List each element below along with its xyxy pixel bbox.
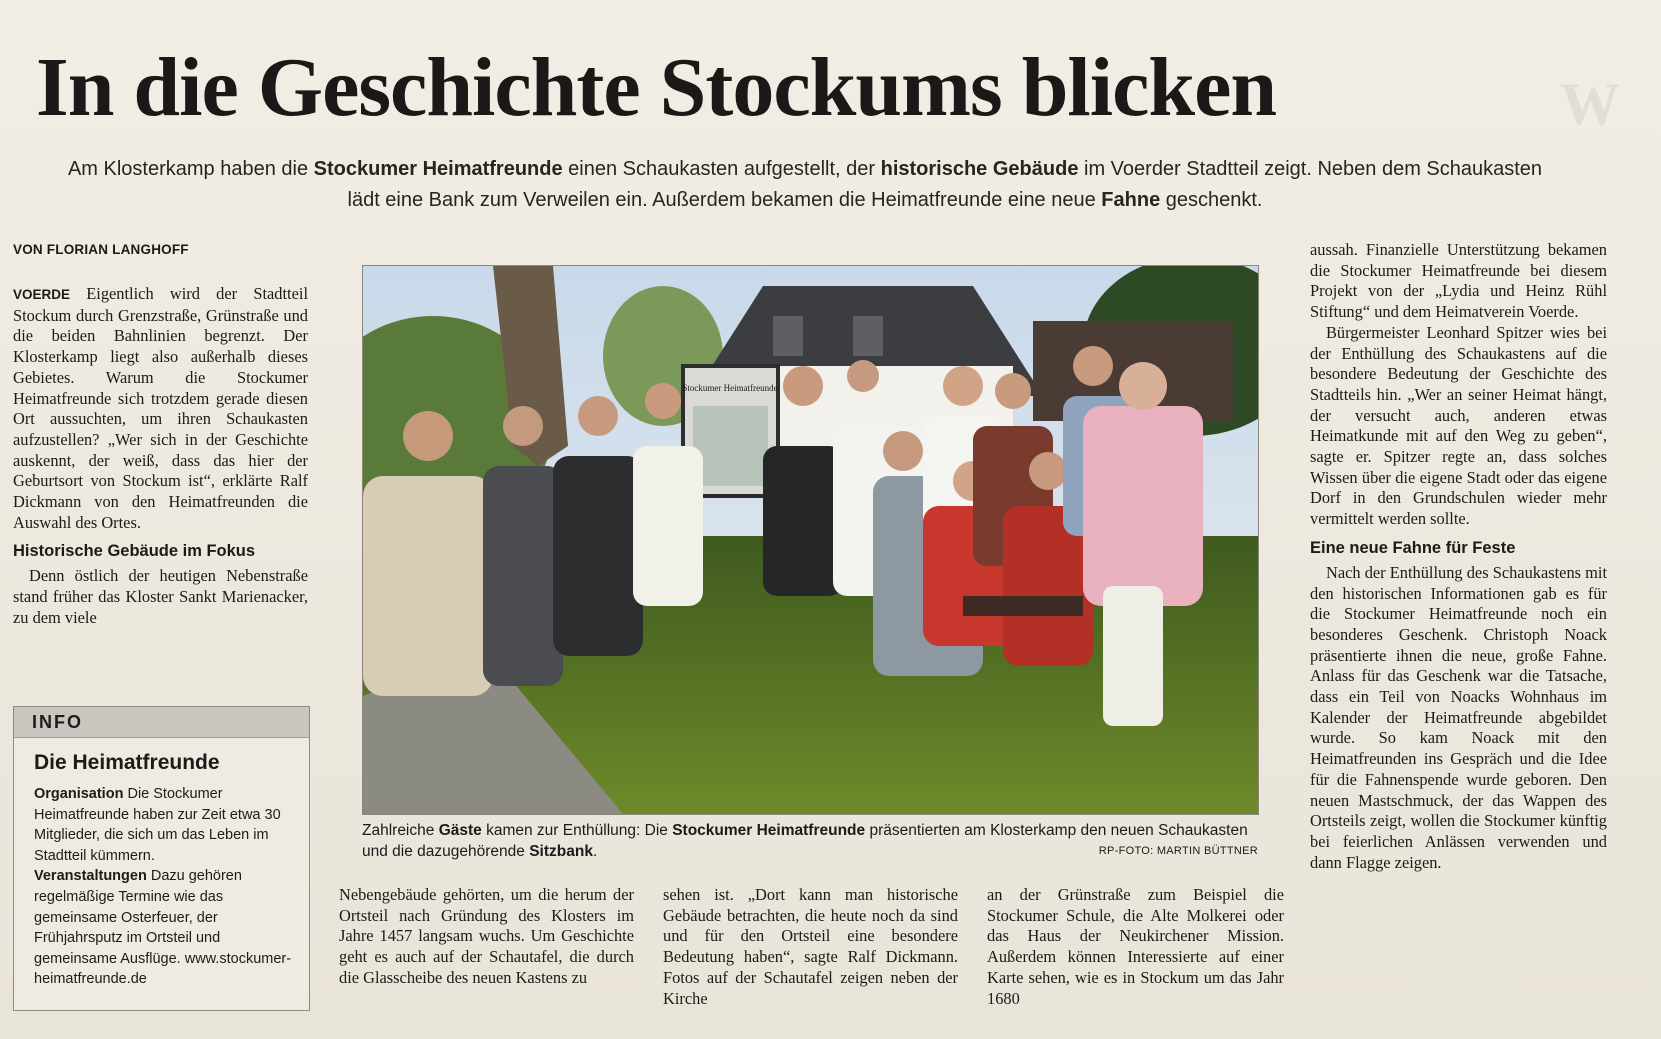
paragraph: Denn östlich der heutigen Nebenstraße stand früher das Kloster Sankt Marienacker, zu dem viele	[13, 566, 308, 627]
article-column-3: sehen ist. „Dort kann man historische Gebäude betrachten, die heute noch da sind und für den Ortsteil eine besondere Bedeutung haben“, sagte Ralf Dickmann. Fotos auf der Schautafel zeigen neben der Kirche	[663, 885, 958, 1008]
caption-run: kamen zur Enthüllung: Die	[481, 822, 673, 839]
subheadline-run: Am Klosterkamp haben die	[67, 158, 314, 180]
subheadline-run: Stockumer Heimatfreunde	[313, 158, 563, 180]
caption-run: .	[592, 843, 598, 860]
subheadline-run: Fahne	[1101, 189, 1161, 211]
group-photo-illustration	[363, 266, 1258, 814]
caption-run: Zahlreiche	[362, 822, 439, 839]
subheadline-run: einen Schaukasten aufgestellt, der	[562, 158, 881, 180]
group-photo	[362, 265, 1259, 815]
byline: VON FLORIAN LANGHOFF	[13, 242, 189, 257]
paragraph	[13, 284, 308, 533]
dateline: VOERDE	[13, 287, 71, 302]
subheadline	[60, 154, 1550, 216]
paragraph: aussah. Finanzielle Unterstützung bekamen die Stockumer Heimatfreunde bei diesem Projekt von der „Lydia und Heinz Rühl Stiftung“ und dem Heimatverein Voerde.	[1310, 240, 1607, 322]
photo-credit: RP-FOTO: MARTIN BÜTTNER	[1098, 845, 1258, 857]
headline: In die Geschichte Stockums blicken	[36, 41, 1277, 134]
section-heading: Historische Gebäude im Fokus	[13, 542, 256, 561]
photo-caption	[362, 820, 1258, 862]
info-box-title: Die Heimatfreunde	[34, 751, 220, 774]
paragraph: Bürgermeister Leonhard Spitzer wies bei der Enthüllung des Schaukastens auf die besondere Bedeutung der Geschichte des Stadtteils hin. „Wer an seiner Heimat hängt, der versucht auch, anderen etwas Heimatkunde mit auf den Weg zu geben“, sagte er. Spitzer regte an, dass solches Wissen über die eigene Stadt oder das eigene Dorf in den Grundschulen wieder mehr vermittelt werden sollte.	[1310, 322, 1607, 529]
info-box-label: INFO	[14, 707, 309, 738]
article-column-5	[1310, 240, 1607, 873]
bleed-through-text: W	[1560, 71, 1620, 137]
subheadline-run: im Voerder Stadtteil zeigt. Neben dem Schaukasten lädt eine Bank zum Verweilen ein. Außerdem bekamen die Heimatfreunde eine neue	[347, 158, 1543, 211]
section-heading: Eine neue Fahne für Feste	[1310, 538, 1516, 557]
paragraph: Nach der Enthüllung des Schaukastens mit den historischen Informationen gab es für die Stockumer Heimatfreunde noch ein besonderes Geschenk. Christoph Noack präsentierte ihnen die neue, große Fahne. Anlass für das Geschenk war die Tatsache, dass ein Teil von Noacks Wohnhaus im Kalender der Heimatfreunde abgebildet wurde. So kam Noack mit den Heimatfreunden ins Gespräch und die Idee für die Fahnenspende wurde geboren. Den neuen Mastschmuck, der das Wappen des Ortsteils zeigt, wollen die Stockumer künftig bei feierlichen Anlässen verwenden und dann Flagge zeigen.	[1310, 562, 1607, 872]
info-org-label: Organisation	[34, 786, 124, 802]
caption-run: Gäste	[438, 822, 482, 839]
info-box-body	[34, 784, 295, 990]
caption-run: präsentierten am Klosterkamp den neuen Schaukasten und die dazugehörende	[362, 822, 1248, 860]
caption-run: Stockumer Heimatfreunde	[672, 822, 866, 839]
subheadline-run: historische Gebäude	[880, 158, 1079, 180]
article-column-4: an der Grünstraße zum Beispiel die Stockumer Schule, die Alte Molkerei oder das Haus der Neukirchener Mission. Außerdem können Interessierte auf einer Karte sehen, wie es in Stockum um das Jahr 1680	[987, 885, 1284, 1008]
info-events-label: Veranstaltungen	[34, 868, 147, 885]
subheadline-run: geschenkt.	[1160, 189, 1263, 211]
paragraph-text: Eigentlich wird der Stadtteil Stockum durch Grenzstraße, Grünstraße und die beiden Bahnlinien begrenzt. Der Klosterkamp liegt also außerhalb dieses Gebietes. Warum die Stockumer Heimatfreunde sich trotzdem gerade diesen Ort aussuchten, um ihren Schaukasten aufzustellen? „Wer sich in der Geschichte auskennt, der weiß, dass das hier der Geburtsort von Stockum ist“, erklärte Ralf Dickmann von den Heimatfreunden die Auswahl des Ortes.	[13, 284, 308, 532]
article-column-2: Nebengebäude gehörten, um die herum der Ortsteil nach Gründung des Klosters im Jahre 1457 langsam wuchs. Um Geschichte geht es auch auf der Schautafel, die durch die Glasscheibe des neuen Kastens zu	[339, 885, 634, 987]
info-events-text: Dazu gehören regelmäßige Termine wie das gemeinsame Osterfeuer, der Frühjahrsputz im Ortsteil und gemeinsame Ausflüge. www.stockumer-heimatfreunde.de	[34, 868, 292, 988]
article-column-1	[13, 284, 308, 629]
caption-run: Sitzbank	[529, 843, 593, 860]
info-box	[13, 706, 310, 1011]
display-case-sign: Stockumer Heimatfreunde	[682, 383, 778, 393]
info-org-text: Die Stockumer Heimatfreunde haben zur Zeit etwa 30 Mitglieder, die sich um das Leben im Stadtteil kümmern.	[34, 786, 281, 864]
